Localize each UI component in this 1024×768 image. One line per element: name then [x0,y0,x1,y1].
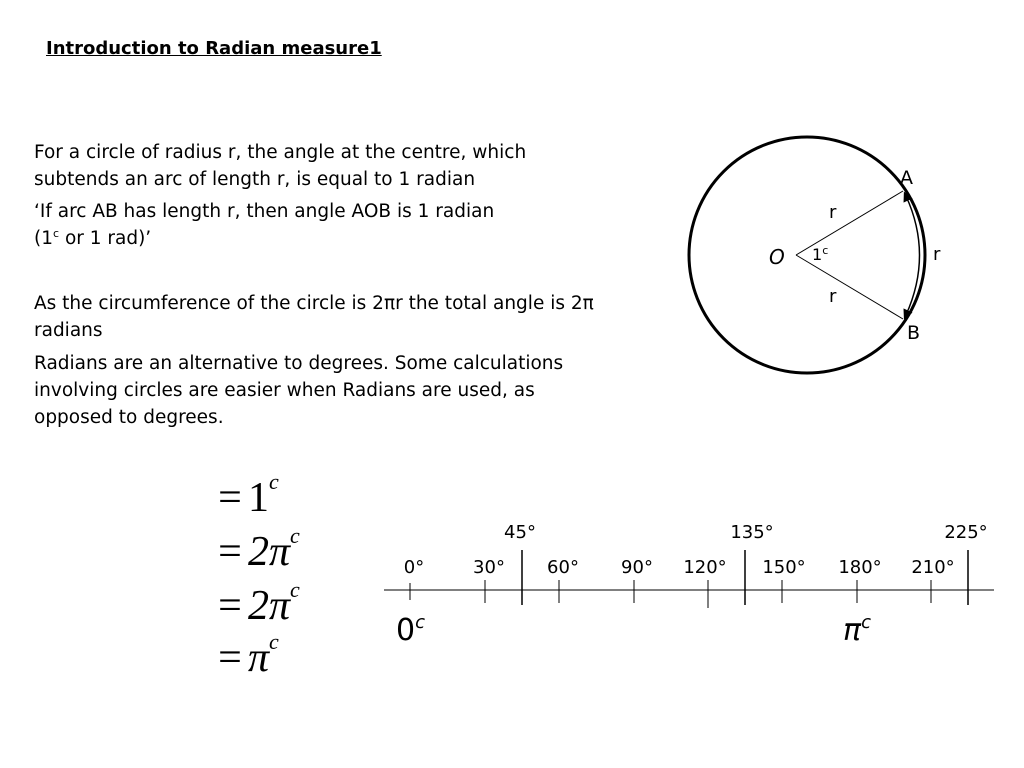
equals-sign: = [218,583,242,629]
circle-outline [689,137,925,373]
page-title: Introduction to Radian measure1 [46,38,382,59]
lower-label-60: 60° [547,557,579,578]
radian-pi-label: $\pi^c$ [843,612,871,648]
lower-label-90: 90° [621,557,653,578]
arc-statement-line-2a: (1 [34,228,53,249]
radian-start-label: 0$^c$ [396,612,425,648]
label-r-top: r [829,202,837,223]
lower-label-120: 120° [683,557,727,578]
label-a: A [900,167,913,189]
arc-statement-line-1: ‘If arc AB has length r, then angle AOB is 1 radian [34,201,495,222]
equation-rhs: $2\pi^c$ [248,523,300,575]
radian-start-superscript: c [415,612,425,633]
arc-statement-line-2b: or 1 rad)’ [59,228,152,249]
equation-block [110,470,370,700]
lower-label-210: 210° [911,557,955,578]
angle-superscript: c [822,244,829,257]
equation-rhs: 1$^c$ [248,469,279,521]
alternative-paragraph: Radians are an alternative to degrees. Some calculations involving circles are easier when Radians are used, as opposed to degrees. [34,353,564,428]
definition-paragraph: For a circle of radius r, the angle at the centre, which subtends an arc of length r, is equal to 1 radian [34,142,527,190]
radian-pi-superscript: c [861,612,871,633]
lower-label-150: 150° [762,557,806,578]
upper-label-225: 225° [944,522,988,543]
lower-label-30: 30° [473,557,505,578]
radian-superscript: c [53,227,60,240]
label-r-arc: r [933,244,941,265]
label-r-bottom: r [829,286,837,307]
angle-label: 1$^c$ [812,244,829,264]
equation-rhs: $2\pi^c$ [248,577,300,629]
upper-label-45: 45° [504,522,536,543]
label-b: B [907,322,921,344]
lower-label-180: 180° [838,557,882,578]
equals-sign: = [218,635,242,681]
radius-line-ob [796,255,903,319]
equals-sign: = [218,475,242,521]
upper-label-135: 135° [730,522,774,543]
circumference-paragraph: As the circumference of the circle is 2πr the total angle is 2π radians [34,293,594,341]
label-o: O [769,245,785,269]
equation-rhs: $\pi^c$ [248,629,279,681]
equals-sign: = [218,529,242,575]
lower-label-0: 0° [403,557,425,578]
